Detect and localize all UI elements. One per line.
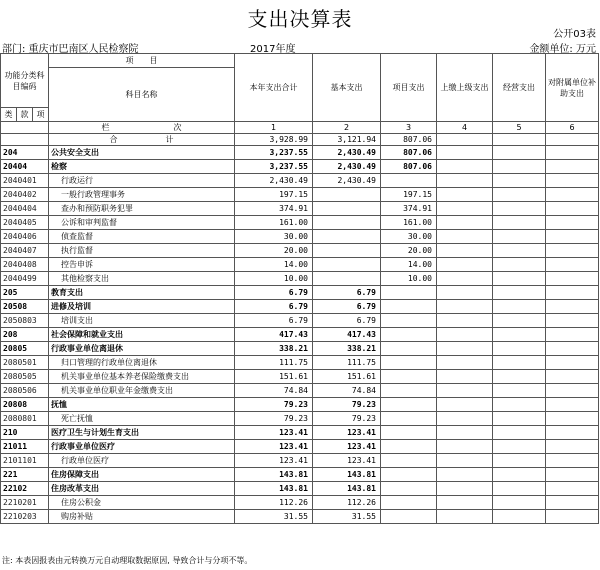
row-upper [437, 202, 493, 216]
row-code: 204 [1, 146, 49, 160]
row-code: 2210203 [1, 510, 49, 524]
row-project [381, 300, 437, 314]
row-subsidy [546, 496, 599, 510]
row-subject-name: 公诉和审判监督 [49, 216, 235, 230]
row-subject-name: 行政运行 [49, 174, 235, 188]
row-code: 2101101 [1, 454, 49, 468]
col-index-5: 5 [493, 122, 546, 134]
table-row [1, 160, 599, 174]
row-total: 2,430.49 [235, 174, 313, 188]
row-subject-name: 医疗卫生与计划生育支出 [49, 426, 235, 440]
row-code: 2050803 [1, 314, 49, 328]
row-upper [437, 370, 493, 384]
row-upper [437, 174, 493, 188]
row-upper [437, 314, 493, 328]
row-code: 2040499 [1, 272, 49, 286]
table-row [1, 146, 599, 160]
grand-total-row [1, 134, 599, 146]
row-total: 197.15 [235, 188, 313, 202]
row-total: 3,237.55 [235, 160, 313, 174]
row-code: 20805 [1, 342, 49, 356]
row-subsidy [546, 468, 599, 482]
row-total: 31.55 [235, 510, 313, 524]
row-code: 20808 [1, 398, 49, 412]
row-basic: 74.84 [313, 384, 381, 398]
row-subsidy [546, 440, 599, 454]
row-total: 30.00 [235, 230, 313, 244]
row-total: 79.23 [235, 398, 313, 412]
row-business [493, 202, 546, 216]
row-upper [437, 510, 493, 524]
row-total: 338.21 [235, 342, 313, 356]
row-business [493, 342, 546, 356]
row-subsidy [546, 286, 599, 300]
header-subject-name: 科目名称 [49, 68, 235, 122]
row-upper [437, 440, 493, 454]
row-basic: 2,430.49 [313, 174, 381, 188]
header-lanci: 栏 次 [49, 122, 235, 134]
row-basic: 123.41 [313, 440, 381, 454]
row-basic: 111.75 [313, 356, 381, 370]
table-row [1, 174, 599, 188]
row-code: 2040407 [1, 244, 49, 258]
row-subsidy [546, 244, 599, 258]
row-business [493, 468, 546, 482]
row-project [381, 496, 437, 510]
row-basic: 123.41 [313, 426, 381, 440]
table-row [1, 216, 599, 230]
row-subject-name: 归口管理的行政单位离退休 [49, 356, 235, 370]
row-upper [437, 482, 493, 496]
row-business [493, 454, 546, 468]
header-total: 本年支出合计 [235, 54, 313, 122]
table-row [1, 468, 599, 482]
row-code: 20404 [1, 160, 49, 174]
header-business: 经营支出 [493, 54, 546, 122]
row-basic: 2,430.49 [313, 160, 381, 174]
row-basic: 143.81 [313, 468, 381, 482]
row-total: 74.84 [235, 384, 313, 398]
table-row [1, 412, 599, 426]
row-project: 20.00 [381, 244, 437, 258]
row-subject-name: 侦查监督 [49, 230, 235, 244]
row-code: 2040406 [1, 230, 49, 244]
grand-total-total: 3,928.99 [235, 134, 313, 146]
row-upper [437, 258, 493, 272]
unit-label: 金额单位: 万元 [529, 44, 596, 55]
row-business [493, 314, 546, 328]
row-basic [313, 272, 381, 286]
header-upper: 上缴上级支出 [437, 54, 493, 122]
row-subject-name: 检察 [49, 160, 235, 174]
row-basic [313, 202, 381, 216]
row-subject-name: 住房保障支出 [49, 468, 235, 482]
row-upper [437, 384, 493, 398]
row-subsidy [546, 342, 599, 356]
row-subsidy [546, 370, 599, 384]
row-project: 10.00 [381, 272, 437, 286]
table-row [1, 356, 599, 370]
table-row [1, 272, 599, 286]
row-project [381, 412, 437, 426]
row-basic: 112.26 [313, 496, 381, 510]
row-project [381, 426, 437, 440]
row-subsidy [546, 174, 599, 188]
row-business [493, 216, 546, 230]
table-row [1, 314, 599, 328]
col-index-3: 3 [381, 122, 437, 134]
row-code: 2040404 [1, 202, 49, 216]
row-basic: 79.23 [313, 398, 381, 412]
col-index-2: 2 [313, 122, 381, 134]
row-total: 112.26 [235, 496, 313, 510]
row-subject-name: 死亡抚恤 [49, 412, 235, 426]
table-row [1, 230, 599, 244]
row-project [381, 314, 437, 328]
header-item: 项 目 [49, 54, 235, 68]
row-basic: 417.43 [313, 328, 381, 342]
row-business [493, 188, 546, 202]
row-total: 3,237.55 [235, 146, 313, 160]
row-project [381, 356, 437, 370]
row-business [493, 426, 546, 440]
row-subsidy [546, 510, 599, 524]
row-basic [313, 188, 381, 202]
row-total: 79.23 [235, 412, 313, 426]
row-project [381, 510, 437, 524]
header-func-code: 功能分类科目编码 [1, 54, 49, 108]
row-subject-name: 查办和预防职务犯罪 [49, 202, 235, 216]
row-total: 14.00 [235, 258, 313, 272]
row-project: 374.91 [381, 202, 437, 216]
row-basic: 143.81 [313, 482, 381, 496]
row-total: 123.41 [235, 454, 313, 468]
row-code: 2040408 [1, 258, 49, 272]
row-total: 10.00 [235, 272, 313, 286]
row-basic: 2,430.49 [313, 146, 381, 160]
row-subject-name: 一般行政管理事务 [49, 188, 235, 202]
row-basic [313, 258, 381, 272]
row-subject-name: 行政事业单位离退休 [49, 342, 235, 356]
row-upper [437, 216, 493, 230]
row-business [493, 160, 546, 174]
row-total: 111.75 [235, 356, 313, 370]
row-code: 2040401 [1, 174, 49, 188]
row-subsidy [546, 314, 599, 328]
row-code: 21011 [1, 440, 49, 454]
row-business [493, 146, 546, 160]
row-project [381, 398, 437, 412]
row-subsidy [546, 146, 599, 160]
row-basic: 338.21 [313, 342, 381, 356]
table-row [1, 342, 599, 356]
row-upper [437, 230, 493, 244]
row-upper [437, 342, 493, 356]
row-upper [437, 300, 493, 314]
row-subject-name: 住房改革支出 [49, 482, 235, 496]
row-subject-name: 控告申诉 [49, 258, 235, 272]
row-subject-name: 其他检察支出 [49, 272, 235, 286]
row-total: 151.61 [235, 370, 313, 384]
row-subject-name: 教育支出 [49, 286, 235, 300]
row-upper [437, 160, 493, 174]
row-subsidy [546, 482, 599, 496]
row-business [493, 174, 546, 188]
row-total: 20.00 [235, 244, 313, 258]
row-total: 6.79 [235, 314, 313, 328]
header-kuan: 款 [17, 108, 33, 122]
row-code: 2080801 [1, 412, 49, 426]
row-business [493, 258, 546, 272]
row-project: 807.06 [381, 146, 437, 160]
row-subsidy [546, 398, 599, 412]
row-project: 807.06 [381, 160, 437, 174]
row-project [381, 328, 437, 342]
grand-total-basic: 3,121.94 [313, 134, 381, 146]
row-subject-name: 机关事业单位职业年金缴费支出 [49, 384, 235, 398]
table-row [1, 384, 599, 398]
col-index-1: 1 [235, 122, 313, 134]
row-upper [437, 468, 493, 482]
row-basic [313, 216, 381, 230]
row-upper [437, 398, 493, 412]
row-subject-name: 执行监督 [49, 244, 235, 258]
row-subsidy [546, 258, 599, 272]
row-subsidy [546, 272, 599, 286]
row-basic: 79.23 [313, 412, 381, 426]
row-code: 2080501 [1, 356, 49, 370]
row-total: 143.81 [235, 482, 313, 496]
footnote: 注: 本表因报表由元转换万元自动理取数据原因, 导致合计与分项不等。 [2, 556, 253, 565]
row-business [493, 328, 546, 342]
row-total: 6.79 [235, 286, 313, 300]
row-basic: 6.79 [313, 286, 381, 300]
row-code: 2080505 [1, 370, 49, 384]
row-subsidy [546, 160, 599, 174]
row-business [493, 356, 546, 370]
row-subject-name: 培训支出 [49, 314, 235, 328]
row-subsidy [546, 454, 599, 468]
row-subsidy [546, 300, 599, 314]
row-subject-name: 进修及培训 [49, 300, 235, 314]
row-subject-name: 机关事业单位基本养老保险缴费支出 [49, 370, 235, 384]
row-project [381, 384, 437, 398]
row-project: 197.15 [381, 188, 437, 202]
row-business [493, 300, 546, 314]
expenditure-table [0, 53, 599, 524]
row-project [381, 342, 437, 356]
row-subsidy [546, 412, 599, 426]
department-label: 部门: 重庆市巴南区人民检察院 [2, 44, 139, 55]
row-business [493, 496, 546, 510]
row-total: 417.43 [235, 328, 313, 342]
row-code: 2040405 [1, 216, 49, 230]
table-row [1, 258, 599, 272]
header-project: 项目支出 [381, 54, 437, 122]
row-subsidy [546, 356, 599, 370]
row-code: 208 [1, 328, 49, 342]
row-project [381, 370, 437, 384]
row-subsidy [546, 216, 599, 230]
row-basic: 151.61 [313, 370, 381, 384]
row-project [381, 482, 437, 496]
row-code: 22102 [1, 482, 49, 496]
header-xiang: 项 [33, 108, 49, 122]
row-basic [313, 244, 381, 258]
row-project: 161.00 [381, 216, 437, 230]
row-subject-name: 购房补贴 [49, 510, 235, 524]
grand-total-project: 807.06 [381, 134, 437, 146]
row-upper [437, 496, 493, 510]
row-business [493, 286, 546, 300]
row-upper [437, 272, 493, 286]
header-basic: 基本支出 [313, 54, 381, 122]
row-basic: 6.79 [313, 300, 381, 314]
table-row [1, 202, 599, 216]
row-business [493, 412, 546, 426]
row-upper [437, 426, 493, 440]
row-business [493, 440, 546, 454]
row-code: 2210201 [1, 496, 49, 510]
row-project [381, 174, 437, 188]
row-subsidy [546, 188, 599, 202]
table-row [1, 244, 599, 258]
table-row [1, 286, 599, 300]
report-title: 支出决算表 [247, 7, 353, 31]
table-row [1, 300, 599, 314]
row-upper [437, 412, 493, 426]
row-basic: 6.79 [313, 314, 381, 328]
table-row [1, 426, 599, 440]
col-index-4: 4 [437, 122, 493, 134]
table-row [1, 482, 599, 496]
row-total: 6.79 [235, 300, 313, 314]
row-business [493, 482, 546, 496]
row-code: 20508 [1, 300, 49, 314]
form-number: 公开03表 [553, 29, 596, 40]
row-business [493, 370, 546, 384]
row-code: 2080506 [1, 384, 49, 398]
row-business [493, 510, 546, 524]
row-subject-name: 行政事业单位医疗 [49, 440, 235, 454]
row-project: 30.00 [381, 230, 437, 244]
row-business [493, 398, 546, 412]
grand-total-label: 合 计 [49, 134, 235, 146]
row-project [381, 468, 437, 482]
row-code: 210 [1, 426, 49, 440]
table-row [1, 188, 599, 202]
row-upper [437, 286, 493, 300]
row-business [493, 230, 546, 244]
row-subsidy [546, 202, 599, 216]
table-row [1, 370, 599, 384]
row-business [493, 244, 546, 258]
row-upper [437, 244, 493, 258]
row-code: 205 [1, 286, 49, 300]
row-total: 143.81 [235, 468, 313, 482]
row-subject-name: 住房公积金 [49, 496, 235, 510]
row-code: 221 [1, 468, 49, 482]
row-business [493, 384, 546, 398]
row-subject-name: 抚恤 [49, 398, 235, 412]
header-subsidy: 对附属单位补助支出 [546, 54, 599, 122]
table-row [1, 454, 599, 468]
row-subsidy [546, 328, 599, 342]
row-project [381, 440, 437, 454]
row-basic [313, 230, 381, 244]
table-row [1, 440, 599, 454]
table-row [1, 328, 599, 342]
header-lei: 类 [1, 108, 17, 122]
row-basic: 123.41 [313, 454, 381, 468]
row-subsidy [546, 426, 599, 440]
table-row [1, 510, 599, 524]
row-subject-name: 行政单位医疗 [49, 454, 235, 468]
row-total: 374.91 [235, 202, 313, 216]
row-project [381, 286, 437, 300]
row-subsidy [546, 230, 599, 244]
row-subsidy [546, 384, 599, 398]
row-upper [437, 146, 493, 160]
row-subject-name: 公共安全支出 [49, 146, 235, 160]
row-upper [437, 454, 493, 468]
row-total: 161.00 [235, 216, 313, 230]
row-basic: 31.55 [313, 510, 381, 524]
row-subject-name: 社会保障和就业支出 [49, 328, 235, 342]
row-upper [437, 188, 493, 202]
year-label: 2017年度 [250, 44, 296, 55]
row-upper [437, 356, 493, 370]
row-business [493, 272, 546, 286]
row-total: 123.41 [235, 440, 313, 454]
table-row [1, 496, 599, 510]
row-project: 14.00 [381, 258, 437, 272]
table-row [1, 398, 599, 412]
row-total: 123.41 [235, 426, 313, 440]
row-upper [437, 328, 493, 342]
col-index-6: 6 [546, 122, 599, 134]
row-code: 2040402 [1, 188, 49, 202]
row-project [381, 454, 437, 468]
